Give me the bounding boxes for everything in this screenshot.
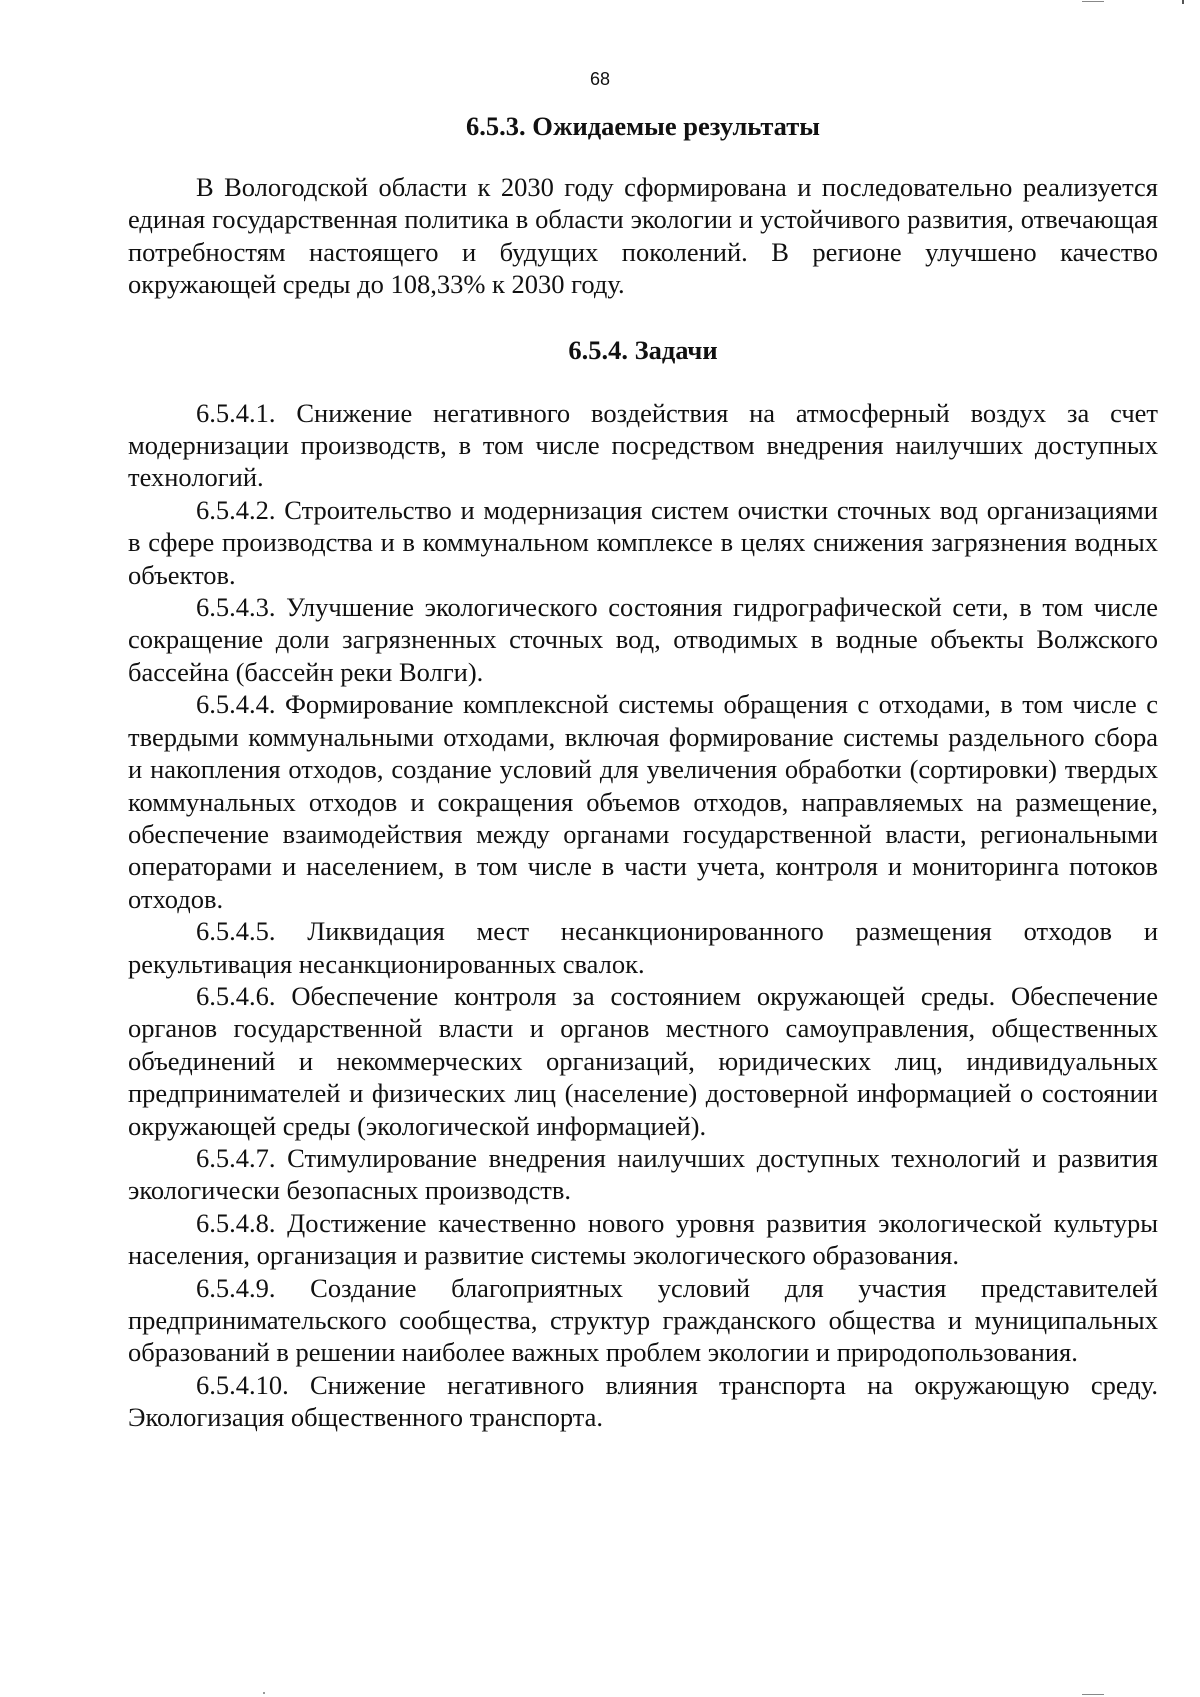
task-item-3: 6.5.4.3. Улучшение экологического состояния гидрографической сети, в том числе сокращение доли загрязненных сточных вод, отводимых в водные объекты Волжского бассейна (бассейн реки Волги). bbox=[128, 592, 1158, 687]
task-item-2: 6.5.4.2. Строительство и модернизация систем очистки сточных вод организациями в сфере производства и в коммунальном комплексе в целях снижения загрязнения водных объектов. bbox=[128, 494, 1158, 590]
results-paragraph: В Вологодской области к 2030 году сформирована и последовательно реализуется единая государственная политика в области экологии и устойчивого развития, отвечающая потребностям настоящего и будущих поколений. В регионе улучшено качество окружающей среды до 108,33% к 2030 году. bbox=[128, 172, 1158, 300]
page-number: 68 bbox=[589, 69, 611, 89]
task-item-5: 6.5.4.5. Ликвидация мест несанкционированного размещения отходов и рекультивация несанкционированных свалок. bbox=[128, 916, 1158, 979]
document-body bbox=[128, 110, 1158, 1434]
section-heading-results: 6.5.3. Ожидаемые результаты bbox=[466, 111, 820, 141]
scan-mark-bottom-left bbox=[263, 1692, 265, 1694]
task-item-8: 6.5.4.8. Достижение качественно нового уровня развития экологической культуры населения, организация и развитие системы экологического образования. bbox=[128, 1207, 1158, 1271]
task-item-4: 6.5.4.4. Формирование комплексной системы обращения с отходами, в том числе с твердыми коммунальными отходами, включая формирование системы раздельного сбора и накопления отходов, создание условий для увеличения обработки (сортировки) твердых коммунальных отходов и сокращения объемов отходов, направляемых на размещение, обеспечение взаимодействия между органами государственной власти, региональными операторами и населением, в том числе в части учета, контроля и мониторинга потоков отходов. bbox=[128, 689, 1158, 914]
task-item-9: 6.5.4.9. Создание благоприятных условий для участия представителей предпринимательского сообщества, структур гражданского общества и муниципальных образований в решении наиболее важных проблем экологии и природопользования. bbox=[128, 1272, 1158, 1368]
task-item-1: 6.5.4.1. Снижение негативного воздействия на атмосферный воздух за счет модернизации производств, в том числе посредством внедрения наилучших доступных технологий. bbox=[128, 397, 1158, 493]
scan-mark-top-right bbox=[1182, 0, 1184, 4]
section-heading-tasks: 6.5.4. Задачи bbox=[568, 334, 718, 365]
scan-mark-top-dots bbox=[1082, 1, 1104, 2]
task-item-7: 6.5.4.7. Стимулирование внедрения наилучших доступных технологий и развития экологически безопасных производств. bbox=[128, 1142, 1158, 1206]
task-item-10: 6.5.4.10. Снижение негативного влияния транспорта на окружающую среду. Экологизация общественного транспорта. bbox=[128, 1369, 1158, 1433]
scan-mark-bottom-dots bbox=[1082, 1694, 1104, 1695]
task-item-6: 6.5.4.6. Обеспечение контроля за состоянием окружающей среды. Обеспечение органов государственной власти и органов местного самоуправления, общественных объединений и некоммерческих организаций, юридических лиц, индивидуальных предпринимателей и физических лиц (население) достоверной информацией о состоянии окружающей среды (экологической информацией). bbox=[128, 980, 1158, 1141]
